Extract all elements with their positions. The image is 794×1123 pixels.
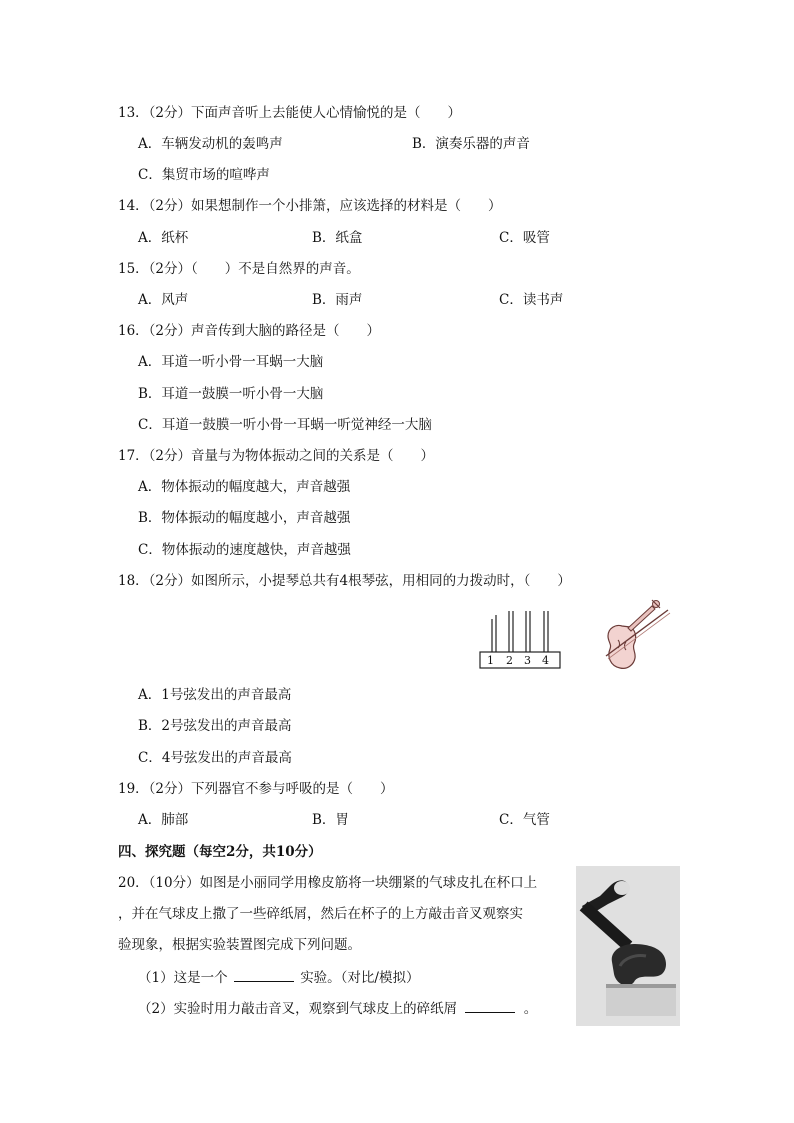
q20-sub-2 bbox=[138, 998, 537, 1018]
experiment-photo bbox=[576, 866, 680, 1026]
q17-stem: 17．（2分）音量与为物体振动之间的关系是（ ） bbox=[118, 448, 435, 464]
q19-stem: 19．（2分）下列器官不参与呼吸的是（ ） bbox=[118, 781, 394, 797]
q18-option-c: C．4号弦发出的声音最高 bbox=[138, 750, 292, 766]
q20-sub-1 bbox=[138, 967, 420, 987]
q20-sub-1-prefix: （1）这是一个 bbox=[138, 970, 228, 986]
q18-option-a: A．1号弦发出的声音最高 bbox=[138, 687, 292, 703]
q20-sub-2-suffix: 。 bbox=[523, 1001, 538, 1017]
violin-neck bbox=[628, 600, 660, 631]
q16-option-a: A．耳道一听小骨一耳蜗一大脑 bbox=[138, 354, 324, 370]
q18-stem: 18．（2分）如图所示，小提琴总共有4根琴弦，用相同的力拨动时，（ ） bbox=[118, 573, 571, 589]
q16-stem: 16．（2分）声音传到大脑的路径是（ ） bbox=[118, 323, 381, 339]
q14-option-a: A．纸杯 bbox=[138, 230, 189, 246]
string-label-3: 3 bbox=[524, 654, 531, 667]
q15-option-c: C．读书声 bbox=[499, 292, 564, 308]
string-label-2: 2 bbox=[506, 654, 513, 667]
q15-stem: 15．（2分）（ ）不是自然界的声音。 bbox=[118, 261, 360, 277]
q17-option-b: B．物体振动的幅度越小，声音越强 bbox=[138, 510, 351, 526]
q14-option-c: C．吸管 bbox=[499, 230, 550, 246]
q20-sub-2-prefix: （2）实验时用力敲击音叉，观察到气球皮上的碎纸屑 bbox=[138, 1001, 458, 1017]
q20-line-2: ，并在气球皮上撒了一些碎纸屑，然后在杯子的上方敲击音叉观察实 bbox=[118, 906, 523, 922]
q20-sub-1-blank[interactable] bbox=[234, 967, 294, 982]
q13-option-c: C．集贸市场的喧哗声 bbox=[138, 167, 270, 183]
q20-line-3: 验现象，根据实验装置图完成下列问题。 bbox=[118, 937, 361, 953]
q16-option-b: B．耳道一鼓膜一听小骨一大脑 bbox=[138, 386, 324, 402]
q17-option-a: A．物体振动的幅度越大，声音越强 bbox=[138, 479, 351, 495]
string-label-4: 4 bbox=[542, 654, 549, 667]
q19-option-c: C．气管 bbox=[499, 812, 550, 828]
q13-stem: 13．（2分）下面声音听上去能使人心情愉悦的是（ ） bbox=[118, 105, 462, 121]
strings-diagram bbox=[478, 605, 564, 671]
q15-option-a: A．风声 bbox=[138, 292, 189, 308]
string-lines bbox=[492, 611, 548, 652]
q17-option-c: C．物体振动的速度越快，声音越强 bbox=[138, 542, 351, 558]
violin-image bbox=[596, 596, 674, 672]
string-label-1: 1 bbox=[487, 654, 494, 667]
q15-option-b: B．雨声 bbox=[312, 292, 363, 308]
q18-option-b: B．2号弦发出的声音最高 bbox=[138, 718, 292, 734]
q13-option-a: A．车辆发动机的轰鸣声 bbox=[138, 136, 283, 152]
q14-stem: 14．（2分）如果想制作一个小排箫，应该选择的材料是（ ） bbox=[118, 198, 502, 214]
q19-option-a: A．肺部 bbox=[138, 812, 189, 828]
q20-sub-1-suffix: 实验。（对比/模拟） bbox=[300, 970, 420, 986]
q16-option-c: C．耳道一鼓膜一听小骨一耳蜗一听觉神经一大脑 bbox=[138, 417, 432, 433]
q14-option-b: B．纸盒 bbox=[312, 230, 363, 246]
q20-sub-2-blank[interactable] bbox=[465, 998, 515, 1013]
q20-line-1: 20．（10分）如图是小丽同学用橡皮筋将一块绷紧的气球皮扎在杯口上 bbox=[118, 875, 538, 891]
q13-option-b: B．演奏乐器的声音 bbox=[412, 136, 530, 152]
section-4-title: 四、探究题（每空2分，共10分） bbox=[118, 844, 322, 860]
violin-body bbox=[608, 625, 636, 668]
q19-option-b: B．胃 bbox=[312, 812, 349, 828]
